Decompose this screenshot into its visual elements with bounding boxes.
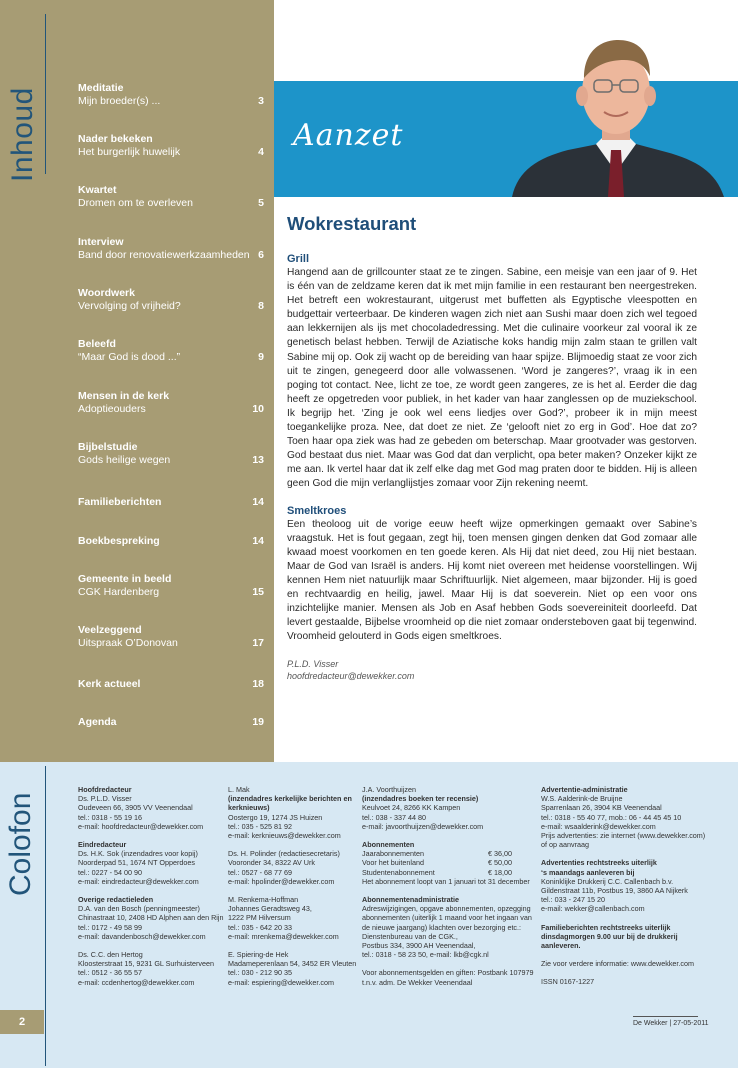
colofon-line: Ds. H.K. Sok (inzendadres voor kopij) xyxy=(78,849,198,859)
admin-title: Abonnementenadministratie xyxy=(362,895,460,905)
article xyxy=(287,212,697,682)
article-title: Wokrestaurant xyxy=(287,213,417,234)
colofon-line: Chinastraat 10, 2408 HD Alphen aan den Rijn xyxy=(78,913,224,923)
toc-subtitle: CGK Hardenberg xyxy=(78,586,160,598)
subscription-price-row xyxy=(362,849,512,858)
toc-category: Beleefd xyxy=(78,338,116,350)
colofon-line: abonnementen (uiterlijk 1 maand voor het ingaan van xyxy=(362,913,532,923)
subscription-price-row xyxy=(362,868,512,877)
colofon-line: Koninklijke Drukkerij C.C. Callenbach b.v. xyxy=(541,876,674,886)
colofon-line: Prijs advertenties: zie internet (www.dewekker.com) xyxy=(541,831,706,841)
toc-item[interactable] xyxy=(78,624,264,650)
colofon-line: tel.: 0172 - 49 58 99 xyxy=(78,922,142,932)
colofon-column-subscriptions xyxy=(362,785,532,996)
toc-category: Familieberichten xyxy=(78,496,162,508)
toc-subtitle: Adoptieouders xyxy=(78,403,146,415)
colofon-column-editors xyxy=(78,785,224,996)
toc-subtitle: Het burgerlijk huwelijk xyxy=(78,146,181,158)
colofon-line: de nieuwe jaargang) klachten over bezorging etc.: xyxy=(362,922,522,932)
colofon-line: Oudeveen 66, 3905 VV Veenendaal xyxy=(78,803,193,813)
toc-subtitle: Uitspraak O’Donovan xyxy=(78,637,178,649)
colofon-line: ‘s maandags aanleveren bij xyxy=(541,867,635,877)
colofon-line: Advertenties rechtstreeks uiterlijk xyxy=(541,858,657,868)
colofon-line: Voor abonnementsgelden en giften: Postbank 107979 xyxy=(362,968,534,978)
colofon-line: (inzendadres kerkelijke berichten en kerknieuws) xyxy=(228,794,352,813)
toc-page-number: 6 xyxy=(258,249,264,261)
toc-page-number: 19 xyxy=(252,716,264,728)
ad-admin-title: Advertentie-administratie xyxy=(541,785,628,794)
colofon-panel xyxy=(0,762,738,1068)
colofon-line: tel.: 038 - 337 44 80 xyxy=(362,812,426,822)
colofon-line: E. Spiering-de Hek xyxy=(228,950,289,960)
abo-note: Het abonnement loopt van 1 januari tot 31 december xyxy=(362,876,530,886)
toc-page-number: 15 xyxy=(252,586,264,598)
colofon-line: Kloosterstraat 15, 9231 GL Surhuisterveen xyxy=(78,959,214,969)
article-paragraph: Een theoloog uit de vorige eeuw heeft wijze opmerkingen gemaakt over Sabine’s vraagstuk. Het is fout gegaan, zegt hij, toen mensen gingen denken dat God zomaar alle kwaad moest voorkomen en ten goede keren. Als Hij dat niet deed, zou Hij niet bestaan. Maar de God van Israël is anders. Hij komt niet overeen met heidense voorstellingen. Wij kennen Hem niet natuurlijk maar Schriftuurlijk. Niet algemeen, maar bijzonder. Hij is goed en rechtvaardig en heilig, jawel. Maar Hij is dat soeverein. Niet op een voor ons inzichtelijke manier. Mensen als Job en Asaf hebben Gods soevereiniteit doorleefd. Dat levert gestaalde, Bijbelse vroomheid op die niet zomaar ondersteboven gaat bij tegenwind. Vroomheid gelouterd in Gods eigen smeltkroes. xyxy=(287,518,697,643)
colofon-line: Eindredacteur xyxy=(78,840,127,850)
colofon-line: Noorderpad 51, 1674 NT Opperdoes xyxy=(78,858,195,868)
toc-subtitle: Dromen om te overleven xyxy=(78,197,193,209)
colofon-line: e-mail: eindredacteur@dewekker.com xyxy=(78,876,199,886)
colofon-line: tel.: 0318 - 55 19 16 xyxy=(78,812,142,822)
divider xyxy=(45,14,46,174)
toc-item[interactable] xyxy=(78,390,264,416)
toc-page-number: 18 xyxy=(252,678,264,690)
colofon-title: Colofon xyxy=(4,792,37,896)
colofon-line: Dienstenbureau van de CGK., xyxy=(362,931,458,941)
toc-item[interactable] xyxy=(78,573,264,599)
toc-category: Kerk actueel xyxy=(78,678,141,690)
toc-category: Bijbelstudie xyxy=(78,441,138,453)
colofon-line: Ds. P.L.D. Visser xyxy=(78,794,132,804)
colofon-column-ads xyxy=(541,785,711,996)
colofon-line: tel.: 035 - 642 20 33 xyxy=(228,922,292,932)
colofon-line: e-mail: wsaalderink@dewekker.com xyxy=(541,821,656,831)
colofon-line: tel.: 035 - 525 81 92 xyxy=(228,821,292,831)
subscription-price: € 36,00 xyxy=(488,849,512,859)
divider xyxy=(45,766,46,1066)
table-of-contents-panel xyxy=(0,0,274,762)
colofon-line: e-mail: ccdenhertog@dewekker.com xyxy=(78,977,195,987)
toc-subtitle: Gods heilige wegen xyxy=(78,454,171,466)
colofon-line: e-mail: hpolinder@dewekker.com xyxy=(228,876,335,886)
abonnementen-title: Abonnementen xyxy=(362,840,415,850)
section-title: Aanzet xyxy=(293,118,404,153)
toc-page-number: 8 xyxy=(258,300,264,312)
colofon-line: e-mail: hoofdredacteur@dewekker.com xyxy=(78,821,204,831)
colofon-line: Madameperenlaan 54, 3452 ER Vleuten xyxy=(228,959,357,969)
toc-item[interactable] xyxy=(78,441,264,467)
toc-item[interactable] xyxy=(78,287,264,313)
colofon-contact-block xyxy=(228,950,356,987)
colofon-line: tel.: 0227 - 54 00 90 xyxy=(78,867,142,877)
colofon-line: Johannes Geradtsweg 43, xyxy=(228,904,312,914)
toc-item[interactable] xyxy=(78,496,264,509)
colofon-line: Hoofdredacteur xyxy=(78,785,132,794)
subscription-label: Voor het buitenland xyxy=(362,858,424,868)
colofon-contact-block xyxy=(228,849,356,886)
colofon-line: dinsdagmorgen 9.00 uur bij de drukkerij xyxy=(541,931,678,941)
colofon-line: J.A. Voorthuijzen xyxy=(362,785,416,794)
colofon-line: Adreswijzigingen, opgave abonnementen, opzegging xyxy=(362,904,531,914)
colofon-line: Familieberichten rechtstreeks uiterlijk xyxy=(541,922,671,932)
colofon-column-editors-2 xyxy=(228,785,356,996)
toc-category: Agenda xyxy=(78,716,117,728)
toc-subtitle: “Maar God is dood ...” xyxy=(78,351,181,363)
colofon-line: Gildenstraat 11b, Postbus 19, 3860 AA Nijkerk xyxy=(541,886,688,896)
colofon-line: tel.: 0318 - 58 23 50, e-mail: lkb@cgk.nl xyxy=(362,950,489,960)
colofon-line: tel.: 0318 - 55 40 77, mob.: 06 - 44 45 45 10 xyxy=(541,812,682,822)
toc-category: Interview xyxy=(78,236,124,248)
toc-item[interactable] xyxy=(78,338,264,364)
toc-item[interactable] xyxy=(78,535,264,548)
toc-item[interactable] xyxy=(78,236,264,262)
colofon-line: Ds. H. Polinder (redactiesecretaris) xyxy=(228,849,340,859)
toc-page-number: 5 xyxy=(258,197,264,209)
toc-subtitle: Vervolging of vrijheid? xyxy=(78,300,181,312)
section-heading: Grill xyxy=(287,253,310,265)
author-portrait xyxy=(498,20,738,197)
colofon-line: (inzendadres boeken ter recensie) xyxy=(362,794,479,804)
toc-category: Woordwerk xyxy=(78,287,135,299)
toc-category: Nader bekeken xyxy=(78,133,153,145)
colofon-line: tel.: 030 - 212 90 35 xyxy=(228,968,292,978)
colofon-line: e-mail: mrenkema@dewekker.com xyxy=(228,931,339,941)
toc-item[interactable] xyxy=(78,678,264,691)
subscription-price: € 50,00 xyxy=(488,858,512,868)
colofon-line: Oostergo 19, 1274 JS Huizen xyxy=(228,812,323,822)
colofon-line: tel.: 0527 - 68 77 69 xyxy=(228,867,292,877)
colofon-contact-block xyxy=(78,785,218,831)
toc-page-number: 14 xyxy=(252,535,264,547)
toc-item[interactable] xyxy=(78,82,264,108)
issue-footer: De Wekker | 27-05-2011 xyxy=(633,1020,709,1027)
toc-page-number: 14 xyxy=(252,496,264,508)
toc-page-number: 13 xyxy=(252,454,264,466)
subscription-price: € 18,00 xyxy=(488,867,512,877)
colofon-line: t.n.v. adm. De Wekker Veenendaal xyxy=(362,977,473,987)
toc-item[interactable] xyxy=(78,133,264,159)
toc-page-number: 10 xyxy=(252,403,264,415)
divider xyxy=(633,1016,698,1017)
colofon-line: W.S. Aalderink-de Bruijne xyxy=(541,794,623,804)
toc-category: Kwartet xyxy=(78,184,117,196)
colofon-line: Ds. C.C. den Hertog xyxy=(78,950,143,960)
toc-page-number: 4 xyxy=(258,146,264,158)
colofon-line: aanleveren. xyxy=(541,941,581,951)
page-number: 2 xyxy=(0,1010,44,1034)
author-email[interactable]: hoofdredacteur@dewekker.com xyxy=(287,671,415,682)
colofon-line: Vooronder 34, 8322 AV Urk xyxy=(228,858,315,868)
colofon-line: e-mail: espiering@dewekker.com xyxy=(228,977,334,987)
author-name: P.L.D. Visser xyxy=(287,659,339,670)
toc-item[interactable] xyxy=(78,184,264,210)
colofon-line: e-mail: wekker@callenbach.com xyxy=(541,904,645,914)
toc-subtitle: Mijn broeder(s) ... xyxy=(78,95,161,107)
colofon-line: tel.: 0512 - 36 55 57 xyxy=(78,968,142,978)
colofon-line: Keulvoet 24, 8266 KK Kampen xyxy=(362,803,461,813)
toc-category: Gemeente in beeld xyxy=(78,573,172,585)
colofon-contact-block xyxy=(78,895,224,941)
toc-category: Mensen in de kerk xyxy=(78,390,170,402)
toc-page-number: 9 xyxy=(258,351,264,363)
colofon-line: tel.: 033 - 247 15 20 xyxy=(541,895,605,905)
author-signature xyxy=(287,658,697,682)
section-heading: Smeltkroes xyxy=(287,504,347,517)
colofon-line: e-mail: davandenbosch@dewekker.com xyxy=(78,931,206,941)
colofon-line: L. Mak xyxy=(228,785,250,794)
colofon-line: D.A. van den Bosch (penningmeester) xyxy=(78,904,200,914)
toc-page-number: 3 xyxy=(258,95,264,107)
toc-category: Veelzeggend xyxy=(78,624,142,636)
subscription-label: Jaarabonnementen xyxy=(362,849,424,859)
toc-item[interactable] xyxy=(78,716,264,729)
article-paragraph: Hangend aan de grillcounter staat ze te zingen. Sabine, een meisje van een jaar of 9. Het is één van de zeldzame keren dat ik met mijn familie in een restaurant ben neergestreken. Het betreft een wokrestaurant, uitgerust met buffetten als Egyptische vleespotten en budgettair verteerbaar. De kinderen wagen zich niet aan Sushi maar doen zich wel tegoed aan lekkernijen als ijs met chocoladedressing. Met die culinaire voorkeur zal vooral ik ze genetisch belast hebben. Terwijl de Aziatische koks handig mijn zalm staan te grillen valt Sabine mij op. Ook zij wacht op de bereiding van haar spijze. Blijmoedig staat ze voor zich uit te zingen, genegeerd door alle volwassenen. ‘Word je zangeres?’, vraag ik in een poging tot contact. Nee, licht ze toe, ze wordt geen zangeres, ze is het al. Eerder die dag heeft ze opgetreden voor publiek, in het kader van haar zanglessen op de muziekschool. Ik begrijp het. ‘Zing je ook wel eens liedjes over God?’, probeer ik in mijn meest toegankelijke proza. Nee, dat doet ze niet. Ze ‘gelooft niet zo erg in God’. Hoe dat zo? Toen haar opa ziek was had ze gebeden om beterschap. Maar grootvader was gestorven. God bestaat dus niet. Maar was God dat dan verplicht, opa beter maken? Onzeker kijkt ze me aan. Ik vertel haar dat ik zelf elke dag met God mag praten door te bidden. Hij is alleen geen God die mijn verlanglijstjes zomaar voor Zijn rekening neemt. xyxy=(287,267,697,490)
colofon-contact-block xyxy=(78,840,218,886)
issn: ISSN 0167-1227 xyxy=(541,977,595,987)
colofon-contact-block xyxy=(228,895,356,941)
toc-category: Boekbespreking xyxy=(78,535,160,547)
colofon-contact-block xyxy=(228,785,356,840)
colofon-line: Sparrenlaan 26, 3904 KB Veenendaal xyxy=(541,803,662,813)
colofon-line: e-mail: kerknieuws@dewekker.com xyxy=(228,831,341,841)
subscription-price-row xyxy=(362,858,512,867)
more-info: Zie voor verdere informatie: www.dewekker.com xyxy=(541,959,694,969)
colofon-line: e-mail: javoorthuijzen@dewekker.com xyxy=(362,821,484,831)
subscription-label: Studentenabonnement xyxy=(362,867,435,877)
colofon-contact-block xyxy=(78,950,218,987)
toc-category: Meditatie xyxy=(78,82,124,94)
colofon-line: 1222 PM Hilversum xyxy=(228,913,291,923)
colofon-line: M. Renkema-Hoffman xyxy=(228,895,299,905)
toc-subtitle: Band door renovatiewerkzaamheden xyxy=(78,249,250,261)
toc-page-number: 17 xyxy=(252,637,264,649)
colofon-line: Overige redactieleden xyxy=(78,895,154,905)
inhoud-title: Inhoud xyxy=(6,87,39,182)
colofon-line: of op aanvraag xyxy=(541,840,589,850)
colofon-line: Postbus 334, 3900 AH Veenendaal, xyxy=(362,941,476,951)
